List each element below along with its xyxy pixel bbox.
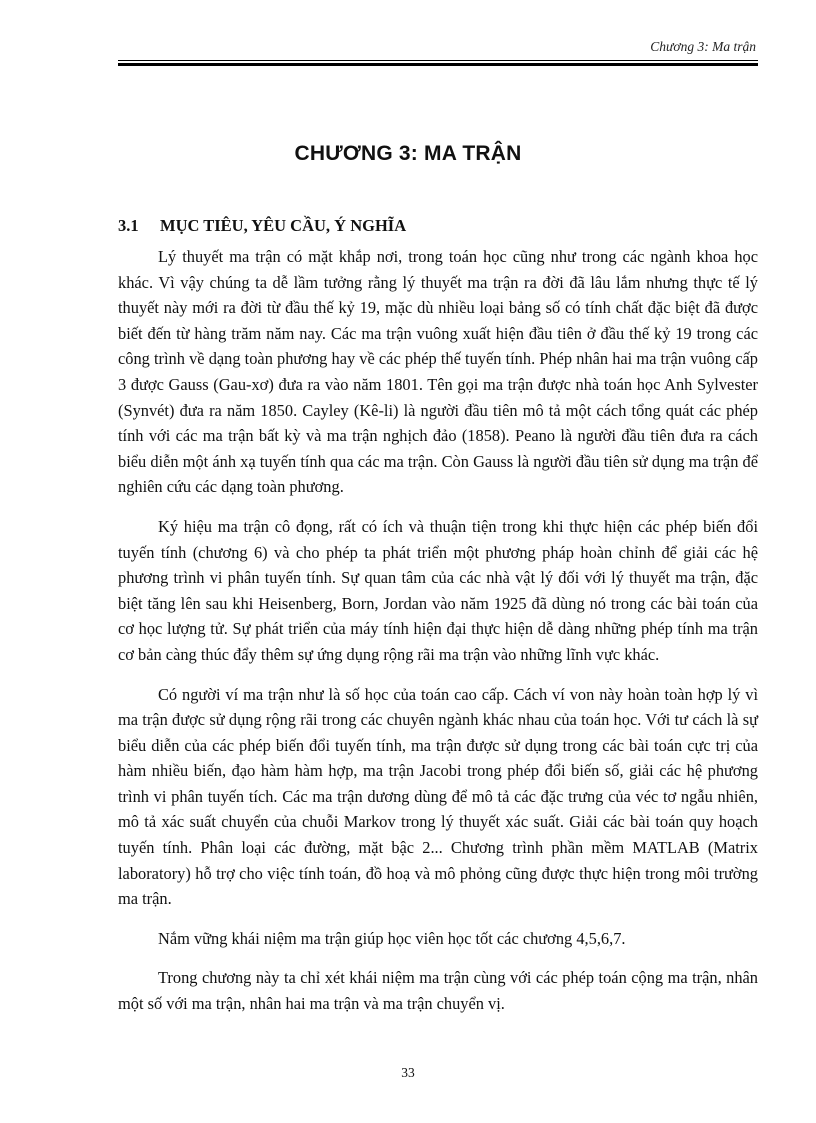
chapter-title: CHƯƠNG 3: MA TRẬN (294, 142, 522, 165)
paragraph: Nắm vững khái niệm ma trận giúp học viên học tốt các chương 4,5,6,7. (158, 928, 626, 948)
paragraph: Lý thuyết ma trận có mặt khắp nơi, trong toán học cũng như trong các ngành khoa học khác. Vì vậy chúng ta dễ lầm tưởng rằng lý thuyết ma trận ra đời đã lâu lắm nhưng thực tế lý thuyết này mới ra đời từ đầu thế kỷ 19, mặc dù nhiều loại bảng số có tính chất đặc biệt đã được biết đến từ hàng trăm năm nay. Các ma trận vuông xuất hiện đầu tiên ở đầu thế kỷ 19 trong các công trình về dạng toàn phương hay về các phép thế tuyến tính. Phép nhân hai ma trận vuông cấp 3 được Gauss (Gau-xơ) đưa ra vào năm 1801. Tên gọi ma trận được nhà toán học Anh Sylvester (Synvét) đưa ra năm 1850. Cayley (Kê-li) là người đầu tiên mô tả một cách tổng quát các phép tính với các ma trận bất kỳ và ma trận nghịch đảo (1858). Peano là người đầu tiên đưa ra cách biểu diễn một ánh xạ tuyến tính qua các ma trận. Còn Gauss là người đầu tiên sử dụng ma trận để nghiên cứu các dạng toàn phương. (118, 247, 758, 497)
section-title: MỤC TIÊU, YÊU CẦU, Ý NGHĨA (160, 216, 407, 235)
body-text (118, 244, 758, 1031)
section-heading (118, 216, 406, 236)
page-number: 33 (401, 1065, 415, 1080)
paragraph: Có người ví ma trận như là số học của toán cao cấp. Cách ví von này hoàn toàn hợp lý vì ma trận được sử dụng rộng rãi trong các chuyên ngành khác nhau của toán học. Với tư cách là sự biểu diễn của các phép biến đổi tuyến tính, ma trận được sử dụng trong các bài toán cực trị của hàm nhiều biến, đạo hàm hàm hợp, ma trận Jacobi trong phép đổi biến số, giải các hệ phương trình vi phân tuyến tích. Các ma trận dương dùng để mô tả các đặc trưng của véc tơ ngẫu nhiên, mô tả xác suất chuyển của chuỗi Markov trong lý thuyết xác suất. Giải các bài toán quy hoạch tuyến tính. Phân loại các đường, mặt bậc 2... Chương trình phần mềm MATLAB (Matrix laboratory) hỗ trợ cho việc tính toán, đồ hoạ và mô phỏng cũng được thực hiện trong môi trường ma trận. (118, 684, 758, 909)
section-number: 3.1 (118, 216, 139, 235)
paragraph: Ký hiệu ma trận cô đọng, rất có ích và thuận tiện trong khi thực hiện các phép biến đổi tuyến tính (chương 6) và cho phép ta phát triển một phương pháp hoàn chỉnh để giải các hệ phương trình vi phân tuyến tính. Sự quan tâm của các nhà vật lý đối với lý thuyết ma trận, đặc biệt tăng lên sau khi Heisenberg, Born, Jordan vào năm 1925 đã dùng nó trong các bài toán của cơ học lượng tử. Sự phát triển của máy tính hiện đại thực hiện dễ dàng những phép tính ma trận cơ bản càng thúc đẩy thêm sự ứng dụng rộng rãi ma trận vào những lĩnh vực khác. (118, 516, 758, 664)
header-rule-thick (118, 63, 758, 66)
running-header: Chương 3: Ma trận (650, 39, 756, 54)
header-rule-thin (118, 60, 758, 61)
paragraph: Trong chương này ta chỉ xét khái niệm ma trận cùng với các phép toán cộng ma trận, nhân một số với ma trận, nhân hai ma trận và ma trận chuyển vị. (118, 968, 758, 1014)
